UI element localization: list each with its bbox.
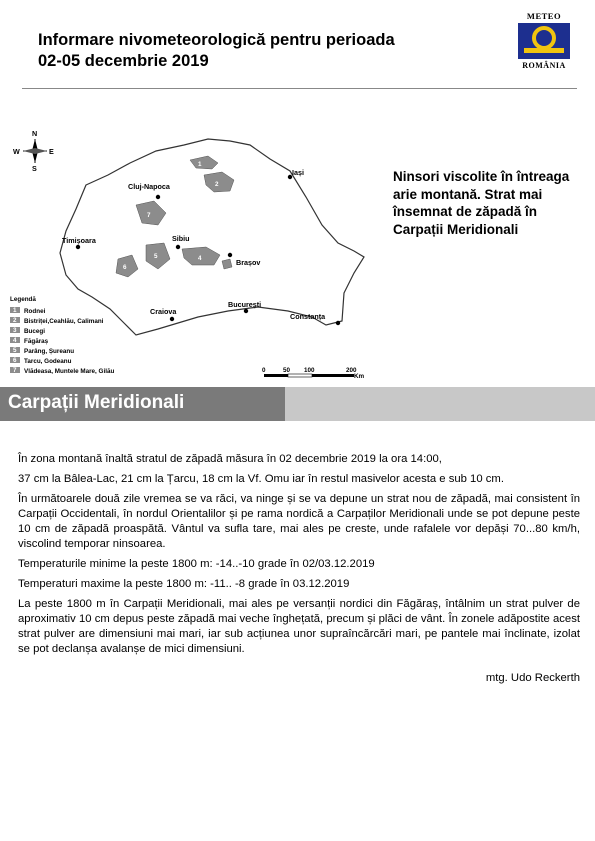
compass-n: N — [32, 129, 38, 138]
map-note: Ninsori viscolite în întreaga arie montană. Strat mai însemnat de zăpadă în Carpații Meridionali — [393, 169, 570, 237]
svg-text:7: 7 — [147, 212, 151, 219]
city-dot-constanta — [336, 321, 340, 325]
scale-100: 100 — [304, 367, 315, 374]
logo-bottom-text: ROMÂNIA — [522, 61, 566, 70]
legend-label-7: Vlădeasa, Muntele Mare, Gilău — [24, 368, 115, 375]
city-iasi: Iași — [292, 168, 304, 177]
legend-num-6: 6 — [13, 357, 17, 364]
compass-w: W — [13, 147, 20, 156]
title-line-1: Informare nivometeorologică pentru perioada — [38, 31, 395, 49]
svg-text:5: 5 — [154, 253, 158, 260]
legend-num-7: 7 — [13, 367, 17, 374]
scale-unit: Km — [354, 373, 365, 380]
signature: mtg. Udo Reckerth — [485, 672, 580, 684]
paragraph-snowpack: La peste 1800 m în Carpații Meridionali, mai ales pe versanții nordici din Făgăraș, întâlnim un strat pulver de aproximativ 10 cm depus peste zăpadă mai veche înghețată, precum și plăci de vânt. În zonele adăpostite acest strat pulver are dimensiuni mai mari, iar sub acțiunea unor supraîncărcări mari, pe pantele mai înclinate, izolat se pot declanșa avalanșe de mici dimensiuni. — [18, 598, 580, 655]
city-dot-bucuresti — [244, 309, 248, 313]
city-dot-brasov — [228, 253, 232, 257]
compass-icon — [13, 129, 54, 173]
city-dot-timisoara — [76, 245, 80, 249]
legend-label-1: Rodnei — [24, 308, 46, 315]
legend-num-3: 3 — [13, 327, 17, 334]
legend-label-4: Făgăraș — [24, 338, 49, 345]
city-dot-craiova — [170, 317, 174, 321]
city-timisoara: Timișoara — [62, 236, 96, 245]
svg-text:4: 4 — [198, 255, 202, 262]
section-title: Carpații Meridionali — [8, 392, 185, 413]
legend-num-1: 1 — [13, 307, 17, 314]
city-craiova: Craiova — [150, 307, 177, 316]
bulletin-body — [18, 452, 580, 691]
legend-num-5: 5 — [13, 347, 17, 354]
city-dot-cluj — [156, 195, 160, 199]
paragraph-min-temp: Temperaturile minime la peste 1800 m: -14..-10 grade în 02/03.12.2019 — [18, 558, 375, 570]
city-sibiu: Sibiu — [172, 234, 190, 243]
header-divider — [22, 88, 577, 89]
legend-title: Legendă — [10, 296, 36, 303]
paragraph-1: În zona montană înaltă stratul de zăpadă măsura în 02 decembrie 2019 la ora 14:00, — [18, 453, 442, 465]
legend-num-2: 2 — [13, 317, 17, 324]
title-line-2: 02-05 decembrie 2019 — [38, 52, 209, 70]
page-title — [38, 30, 478, 72]
legend-label-2: Bistriței,Ceahlău, Calimani — [24, 318, 104, 325]
city-constanta: Constanța — [290, 312, 326, 321]
logo-emblem-icon — [518, 23, 570, 59]
logo-top-text: METEO — [526, 11, 562, 21]
zone-3-bucegi — [222, 259, 232, 269]
map-scale-bar — [262, 367, 365, 380]
legend-label-6: Tarcu, Godeanu — [24, 358, 72, 365]
svg-text:1: 1 — [198, 161, 202, 168]
legend-num-4: 4 — [13, 337, 17, 344]
scale-50: 50 — [283, 367, 291, 374]
paragraph-3: În următoarele două zile vremea se va răci, va ninge și se va depune un strat nou de zăpadă, mai consistent în Carpații Occidentali, în nordul Orientalilor și pe rama nordică a Carpaților Meridionali unde se pot depune peste 10 cm de zăpadă proaspătă. Vântul va sufla tare, mai ales pe creste, unde rafalele vor depăși 70...80 km/h, viscolind temporar ninsoarea. — [18, 493, 580, 550]
meteo-romania-logo — [511, 11, 577, 70]
svg-text:6: 6 — [123, 264, 127, 271]
city-bucuresti: București — [228, 300, 262, 309]
romania-map — [8, 125, 373, 385]
scale-0: 0 — [262, 367, 266, 374]
city-cluj: Cluj-Napoca — [128, 182, 170, 191]
legend-label-3: Bucegi — [24, 328, 45, 335]
svg-text:2: 2 — [215, 181, 219, 188]
paragraph-max-temp: Temperaturi maxime la peste 1800 m: -11.. -8 grade în 03.12.2019 — [18, 578, 350, 590]
section-banner — [0, 387, 595, 421]
legend-label-5: Parâng, Șureanu — [24, 348, 75, 355]
paragraph-2: 37 cm la Bâlea-Lac, 21 cm la Țarcu, 18 cm la Vf. Omu iar în restul masivelor acesta e sub 10 cm. — [18, 473, 504, 485]
map-legend — [10, 296, 114, 375]
scale-200: 200 — [346, 367, 357, 374]
compass-s: S — [32, 164, 37, 173]
city-brasov: Brașov — [236, 258, 261, 267]
compass-e: E — [49, 147, 54, 156]
city-dot-sibiu — [176, 245, 180, 249]
